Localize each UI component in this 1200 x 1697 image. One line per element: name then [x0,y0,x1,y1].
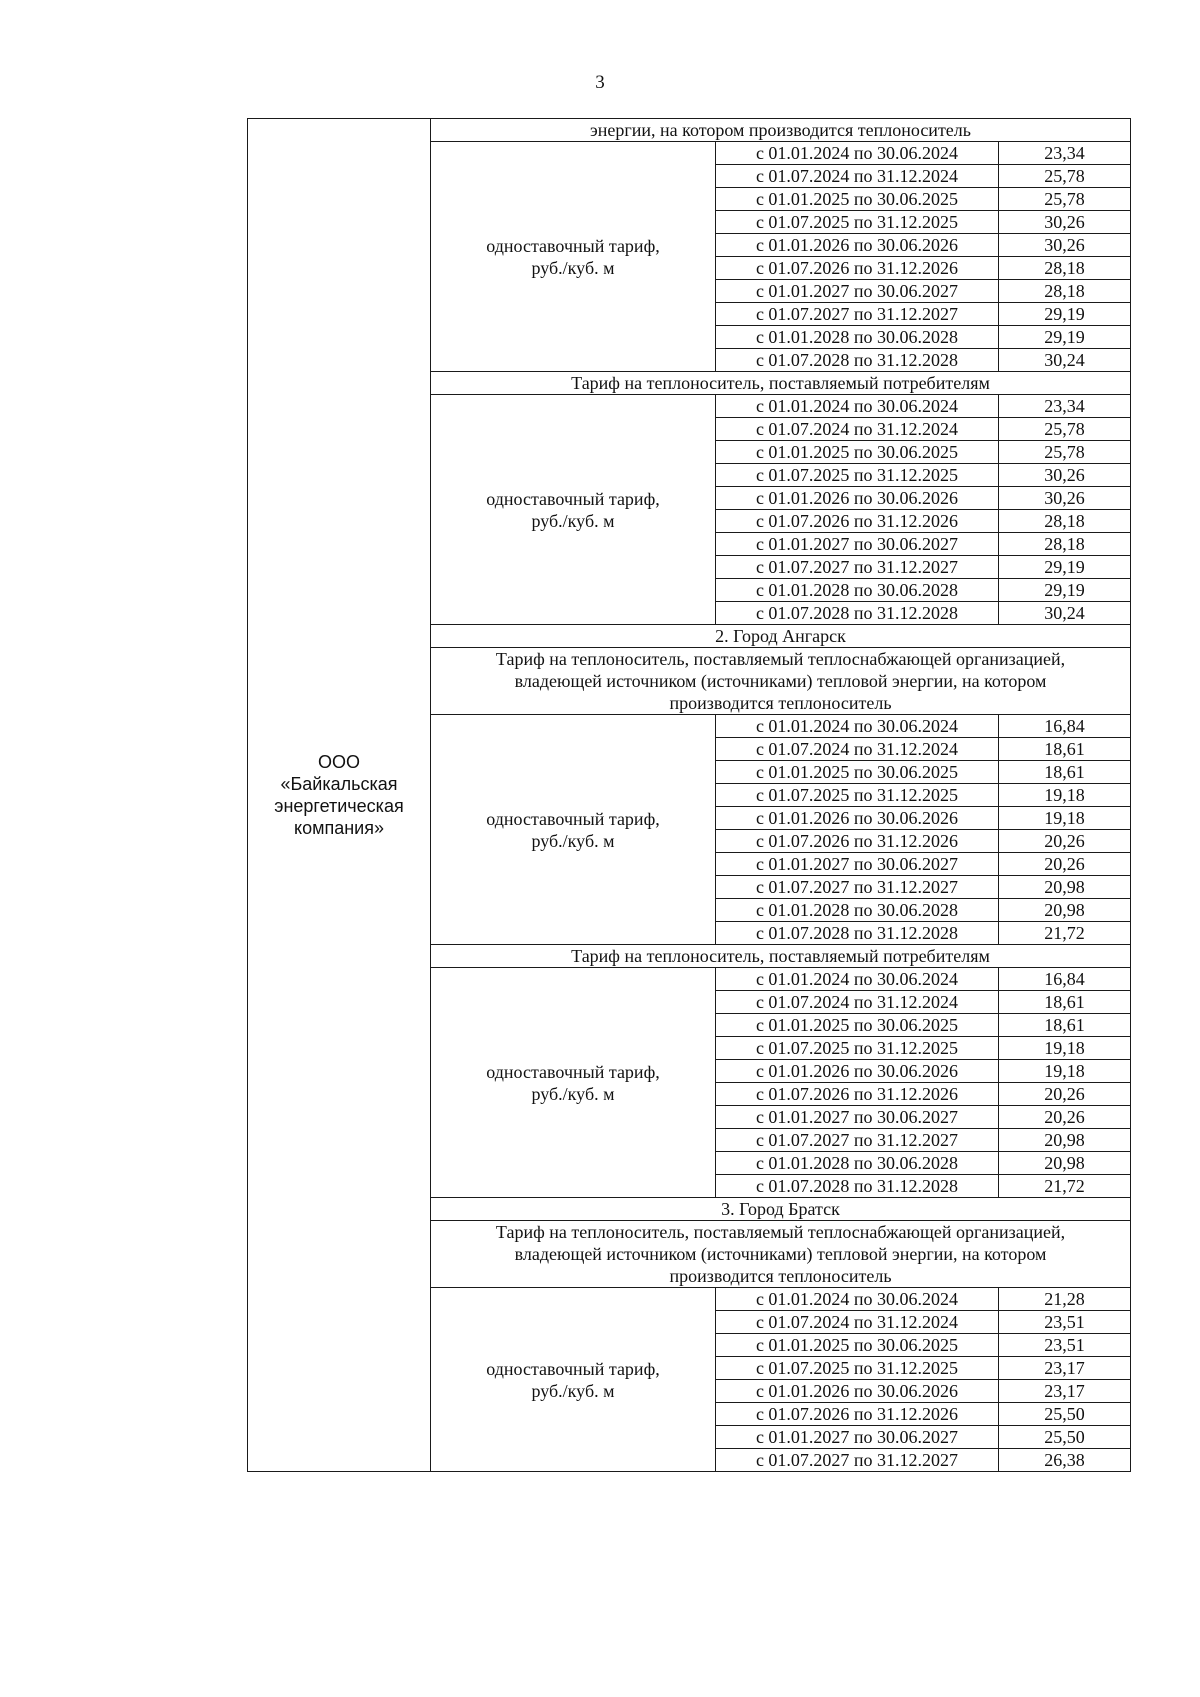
section-header [431,648,1131,715]
value-cell: 30,26 [999,464,1131,487]
page-number: 3 [595,72,605,93]
period-cell: с 01.07.2024 по 31.12.2024 [716,418,999,441]
period-cell: с 01.07.2024 по 31.12.2024 [716,991,999,1014]
value-cell: 23,51 [999,1334,1131,1357]
period-cell: с 01.01.2026 по 30.06.2026 [716,487,999,510]
period-cell: с 01.07.2027 по 31.12.2027 [716,876,999,899]
value-cell: 20,26 [999,1083,1131,1106]
period-cell: с 01.01.2024 по 30.06.2024 [716,142,999,165]
period-cell: с 01.01.2027 по 30.06.2027 [716,280,999,303]
value-cell: 29,19 [999,579,1131,602]
value-cell: 25,50 [999,1403,1131,1426]
period-cell: с 01.07.2026 по 31.12.2026 [716,1083,999,1106]
value-cell: 18,61 [999,1014,1131,1037]
value-cell: 28,18 [999,510,1131,533]
value-cell: 20,98 [999,1152,1131,1175]
period-cell: с 01.07.2026 по 31.12.2026 [716,830,999,853]
city-heading: 2. Город Ангарск [431,625,1131,648]
value-cell: 19,18 [999,1037,1131,1060]
period-cell: с 01.07.2024 по 31.12.2024 [716,1311,999,1334]
period-cell: с 01.01.2027 по 30.06.2027 [716,533,999,556]
period-cell: с 01.07.2028 по 31.12.2028 [716,602,999,625]
value-cell: 23,17 [999,1380,1131,1403]
period-cell: с 01.07.2025 по 31.12.2025 [716,211,999,234]
tariff-type-line: одноставочный тариф, [486,1061,660,1082]
value-cell: 20,26 [999,1106,1131,1129]
value-cell: 25,50 [999,1426,1131,1449]
period-cell: с 01.01.2027 по 30.06.2027 [716,1426,999,1449]
value-cell: 20,98 [999,876,1131,899]
city-heading: 3. Город Братск [431,1198,1131,1221]
value-cell: 21,72 [999,922,1131,945]
period-cell: с 01.01.2028 по 30.06.2028 [716,899,999,922]
section-header-line: производится теплоноситель [669,693,892,713]
section-header: Тариф на теплоноситель, поставляемый потребителям [431,372,1131,395]
section-header-line: Тариф на теплоноситель, поставляемый теплоснабжающей организацией, [495,649,1066,669]
tariff-type-cell [431,968,716,1198]
value-cell: 23,51 [999,1311,1131,1334]
value-cell: 28,18 [999,533,1131,556]
tariff-type-cell [431,715,716,945]
value-cell: 26,38 [999,1449,1131,1472]
value-cell: 30,24 [999,602,1131,625]
value-cell: 18,61 [999,761,1131,784]
period-cell: с 01.07.2026 по 31.12.2026 [716,1403,999,1426]
period-cell: с 01.07.2028 по 31.12.2028 [716,922,999,945]
value-cell: 30,26 [999,487,1131,510]
value-cell: 25,78 [999,441,1131,464]
value-cell: 30,26 [999,211,1131,234]
tariff-type-cell [431,395,716,625]
period-cell: с 01.01.2026 по 30.06.2026 [716,234,999,257]
value-cell: 25,78 [999,165,1131,188]
section-header-row [248,119,1131,142]
organization-name-line: «Байкальская [280,774,398,794]
section-header-line: владеющей источником (источниками) тепловой энергии, на котором [514,671,1047,691]
tariff-unit-line: руб./куб. м [531,257,615,278]
period-cell: с 01.01.2024 по 30.06.2024 [716,968,999,991]
value-cell: 20,26 [999,853,1131,876]
value-cell: 28,18 [999,257,1131,280]
period-cell: с 01.01.2026 по 30.06.2026 [716,1380,999,1403]
value-cell: 20,98 [999,1129,1131,1152]
value-cell: 30,26 [999,234,1131,257]
tariff-unit-line: руб./куб. м [531,1380,615,1401]
tariff-unit-line: руб./куб. м [531,1083,615,1104]
value-cell: 23,34 [999,142,1131,165]
period-cell: с 01.07.2027 по 31.12.2027 [716,1449,999,1472]
value-cell: 20,26 [999,830,1131,853]
value-cell: 25,78 [999,418,1131,441]
section-header [431,1221,1131,1288]
value-cell: 16,84 [999,968,1131,991]
value-cell: 25,78 [999,188,1131,211]
period-cell: с 01.01.2026 по 30.06.2026 [716,807,999,830]
tariff-table [247,118,1131,1472]
tariff-type-line: одноставочный тариф, [486,1358,660,1379]
tariff-unit-line: руб./куб. м [531,830,615,851]
value-cell: 19,18 [999,784,1131,807]
period-cell: с 01.07.2024 по 31.12.2024 [716,738,999,761]
period-cell: с 01.01.2028 по 30.06.2028 [716,579,999,602]
value-cell: 23,34 [999,395,1131,418]
value-cell: 20,98 [999,899,1131,922]
tariff-unit-line: руб./куб. м [531,510,615,531]
period-cell: с 01.01.2025 по 30.06.2025 [716,761,999,784]
value-cell: 19,18 [999,1060,1131,1083]
tariff-type-cell [431,1288,716,1472]
period-cell: с 01.01.2028 по 30.06.2028 [716,1152,999,1175]
tariff-type-line: одноставочный тариф, [486,488,660,509]
period-cell: с 01.07.2028 по 31.12.2028 [716,1175,999,1198]
period-cell: с 01.07.2025 по 31.12.2025 [716,1357,999,1380]
period-cell: с 01.07.2025 по 31.12.2025 [716,784,999,807]
value-cell: 30,24 [999,349,1131,372]
period-cell: с 01.01.2024 по 30.06.2024 [716,715,999,738]
section-header: энергии, на котором производится теплоноситель [431,119,1131,142]
period-cell: с 01.01.2027 по 30.06.2027 [716,853,999,876]
period-cell: с 01.07.2027 по 31.12.2027 [716,303,999,326]
period-cell: с 01.01.2027 по 30.06.2027 [716,1106,999,1129]
value-cell: 28,18 [999,280,1131,303]
period-cell: с 01.07.2026 по 31.12.2026 [716,257,999,280]
tariff-type-cell [431,142,716,372]
period-cell: с 01.07.2026 по 31.12.2026 [716,510,999,533]
value-cell: 18,61 [999,738,1131,761]
organization-cell [248,119,431,1472]
period-cell: с 01.01.2025 по 30.06.2025 [716,188,999,211]
value-cell: 29,19 [999,556,1131,579]
value-cell: 19,18 [999,807,1131,830]
value-cell: 29,19 [999,326,1131,349]
period-cell: с 01.01.2025 по 30.06.2025 [716,441,999,464]
tariff-type-line: одноставочный тариф, [486,808,660,829]
period-cell: с 01.01.2025 по 30.06.2025 [716,1334,999,1357]
period-cell: с 01.01.2025 по 30.06.2025 [716,1014,999,1037]
organization-name-line: энергетическая [274,796,404,816]
value-cell: 16,84 [999,715,1131,738]
period-cell: с 01.07.2028 по 31.12.2028 [716,349,999,372]
period-cell: с 01.07.2027 по 31.12.2027 [716,556,999,579]
period-cell: с 01.01.2024 по 30.06.2024 [716,1288,999,1311]
organization-name-line: ООО [317,752,360,772]
value-cell: 21,28 [999,1288,1131,1311]
value-cell: 18,61 [999,991,1131,1014]
section-header-line: производится теплоноситель [669,1266,892,1286]
section-header-line: владеющей источником (источниками) тепловой энергии, на котором [514,1244,1047,1264]
period-cell: с 01.01.2026 по 30.06.2026 [716,1060,999,1083]
value-cell: 29,19 [999,303,1131,326]
tariff-type-line: одноставочный тариф, [486,235,660,256]
period-cell: с 01.07.2025 по 31.12.2025 [716,1037,999,1060]
period-cell: с 01.07.2025 по 31.12.2025 [716,464,999,487]
period-cell: с 01.07.2024 по 31.12.2024 [716,165,999,188]
period-cell: с 01.07.2027 по 31.12.2027 [716,1129,999,1152]
period-cell: с 01.01.2024 по 30.06.2024 [716,395,999,418]
value-cell: 23,17 [999,1357,1131,1380]
value-cell: 21,72 [999,1175,1131,1198]
section-header: Тариф на теплоноситель, поставляемый потребителям [431,945,1131,968]
section-header-line: Тариф на теплоноситель, поставляемый теплоснабжающей организацией, [495,1222,1066,1242]
organization-name-line: компания» [294,818,384,838]
period-cell: с 01.01.2028 по 30.06.2028 [716,326,999,349]
